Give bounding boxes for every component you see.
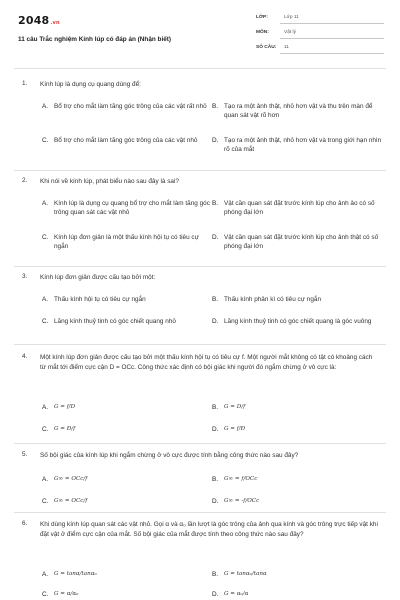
document-title: 11 câu Trắc nghiệm Kính lúp có đáp án (Nhận biết) [18,36,172,43]
option-b[interactable] [212,295,384,304]
option-letter: C. [42,318,49,325]
option-text: Bổ trợ cho mắt làm tăng góc trông của các vật rất nhỏ [54,103,207,110]
logo-text: 2048 [18,14,50,27]
question-stem: Một kính lúp đơn giản được cấu tạo bởi một thấu kính hội tụ có tiêu cự f. Một người mắt không có tật có khoảng cách từ mắt tới điểm cực cận D = OCc. Công thức xác định có bội giác khi người đó ngắm chừng ở vô cực là: [40,354,373,371]
logo-suffix: .vn [50,20,60,26]
meta-value: Lớp 11 [284,15,299,20]
option-b[interactable] [212,475,384,484]
option-letter: A. [42,103,49,110]
option-letter: D. [212,426,219,433]
option-b[interactable] [212,199,384,218]
option-letter: A. [42,571,49,578]
option-text: Thấu kính phân kì có tiêu cự ngắn [224,296,322,303]
option-letter: B. [212,296,219,303]
option-d[interactable] [212,233,384,252]
option-letter: D. [212,498,219,505]
header-divider [14,68,386,69]
option-a[interactable] [42,102,214,111]
option-formula: G∞ = -f/OCc [224,498,260,504]
option-text: Lăng kính thuỷ tinh có góc chiết quang nhỏ [54,318,176,325]
option-letter: A. [42,476,49,483]
option-formula: G = D/f [224,404,246,410]
option-formula: G∞ = f/OCc [224,476,258,482]
option-letter: C. [42,426,49,433]
option-text: Bổ trợ cho mắt làm tăng góc trông của các vật nhỏ [54,137,198,144]
option-b[interactable] [212,403,384,412]
option-letter: D. [212,234,219,241]
option-d[interactable] [212,497,384,506]
meta-subject [256,29,384,39]
option-text: Thấu kính hội tụ có tiêu cự ngắn [54,296,146,303]
option-d[interactable] [212,425,384,434]
question-divider [14,512,386,513]
question-divider [14,344,386,345]
question-number: 2. [22,177,28,184]
meta-class [256,14,384,24]
meta-value: Vật lý [284,30,296,35]
option-b[interactable] [212,102,384,121]
option-text: Lăng kính thuỷ tinh có góc chiết quang là góc vuông [224,318,372,325]
question-number: 1. [22,80,28,87]
question-stem: Khi nói về kính lúp, phát biểu nào sau đây là sai? [40,178,179,185]
option-letter: C. [42,591,49,598]
option-d[interactable] [212,317,384,326]
option-c[interactable] [42,425,214,434]
option-d[interactable] [212,590,384,599]
option-a[interactable] [42,295,214,304]
question-stem: Khi dùng kính lúp quan sát các vật nhỏ. Gọi α và α₀ lần lượt là góc trông của ảnh qua kính và góc trông trực tiếp vật khi đặt vật ở điểm cực cận của mắt. Số bội giác của mắt được tính theo công thức nào sau đây? [40,521,378,538]
option-letter: D. [212,137,219,144]
option-a[interactable] [42,403,214,412]
question-number: 6. [22,520,28,527]
option-letter: D. [212,591,219,598]
option-a[interactable] [42,199,214,218]
option-text: Tạo ra một ảnh thật, nhỏ hơn vật và thu trên màn để quan sát vật rõ hơn [224,103,373,120]
option-c[interactable] [42,497,214,506]
option-formula: G∞ = OCc/f [54,498,88,504]
option-letter: D. [212,318,219,325]
option-letter: A. [42,200,49,207]
question-divider [14,170,386,171]
option-text: Kính lúp là dụng cụ quang bổ trợ cho mắt làm tăng góc trông quan sát các vật nhỏ [54,200,210,217]
option-text: Vật cần quan sát đặt trước kính lúp cho ảnh thật có số phóng đại lớn [224,234,379,251]
option-letter: B. [212,103,219,110]
question-divider [14,266,386,267]
site-logo[interactable] [18,14,60,27]
question-divider [14,443,386,444]
option-a[interactable] [42,475,214,484]
question-stem: Kính lúp đơn giản được cấu tạo bởi một: [40,274,156,281]
option-formula: G = Đ/f [54,426,76,432]
question-stem: Kính lúp là dụng cụ quang dùng để: [40,81,141,88]
option-c[interactable] [42,136,214,145]
option-text: Tạo ra một ảnh thật, nhỏ hơn vật và trong giới hạn nhìn rõ của mắt [224,137,382,154]
option-letter: C. [42,498,49,505]
question-stem: Số bội giác của kính lúp khi ngắm chừng ở vô cực được tính bằng công thức nào sau đây? [40,452,299,459]
option-formula: G = tanα₀/tanα [224,571,267,577]
option-letter: B. [212,571,219,578]
meta-value: 11 [284,45,289,50]
option-b[interactable] [212,570,384,579]
option-letter: B. [212,404,219,411]
option-letter: A. [42,296,49,303]
option-text: Vật cần quan sát đặt trước kính lúp cho ảnh ảo có số phóng đại lớn [224,200,375,217]
option-formula: G = f/D [54,404,76,410]
option-formula: G = α₀/α [224,591,249,597]
page-header [0,0,400,68]
meta-key: MÔN: [256,30,269,35]
meta-key: LỚP: [256,15,268,20]
option-formula: G = tanα/tanα₀ [54,571,97,577]
question-number: 3. [22,273,28,280]
option-a[interactable] [42,570,214,579]
option-formula: G∞ = OCc/f [54,476,88,482]
question-number: 4. [22,353,28,360]
option-letter: C. [42,234,49,241]
option-letter: B. [212,200,219,207]
option-letter: A. [42,404,49,411]
question-number: 5. [22,451,28,458]
meta-key: SỐ CÂU: [256,45,277,50]
option-c[interactable] [42,233,214,252]
option-formula: G = f/Đ [224,426,246,432]
option-c[interactable] [42,590,214,599]
option-letter: B. [212,476,219,483]
meta-count [256,44,384,54]
option-letter: C. [42,137,49,144]
option-formula: G = α/α₀ [54,591,79,597]
option-d[interactable] [212,136,384,155]
option-text: Kính lúp đơn giản là một thấu kính hội tụ có tiêu cự ngắn [54,234,199,251]
option-c[interactable] [42,317,214,326]
